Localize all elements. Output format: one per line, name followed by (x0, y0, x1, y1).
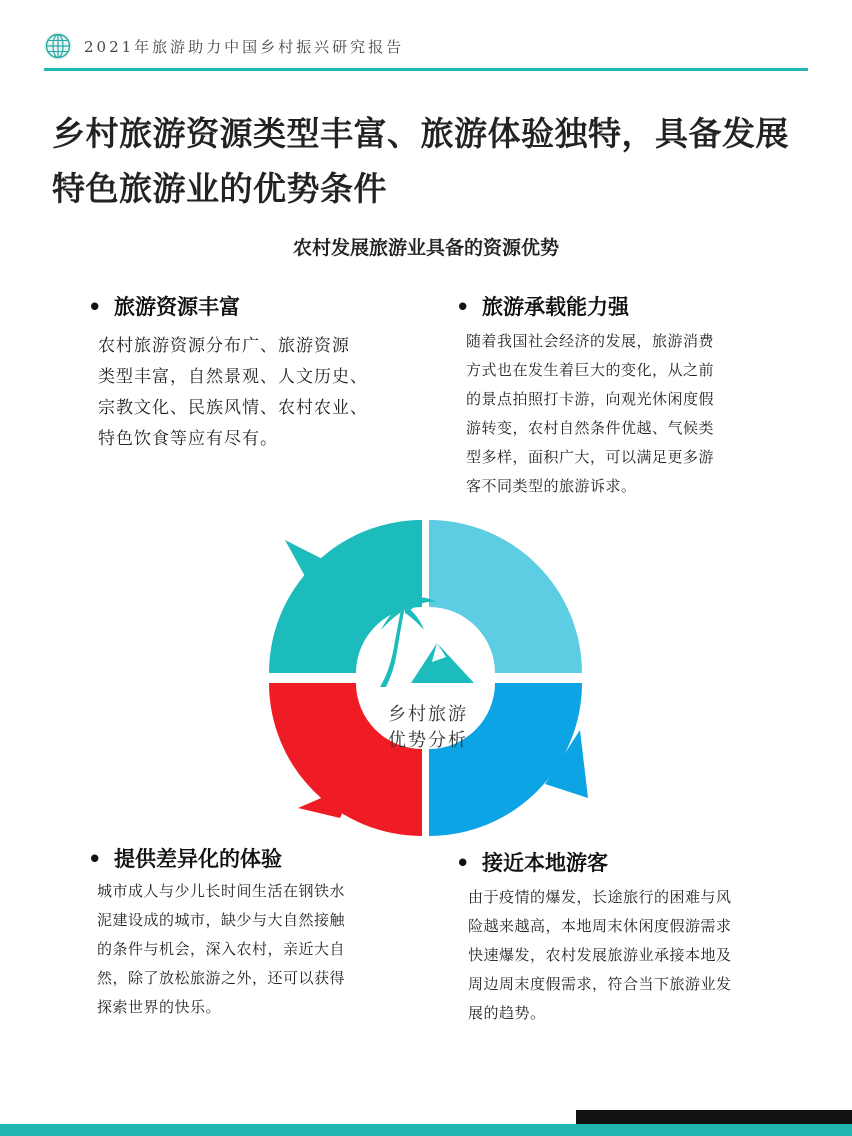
section-body-local-tourists: 由于疫情的爆发，长途旅行的困难与风 险越来越高，本地周末休闲度假游需求 快速爆发，农村发展旅游业承接本地及 周边周末度假需求，符合当下旅游业发 展的趋势。 (468, 888, 732, 1022)
footer-bar-dark (576, 1110, 852, 1124)
footer-bar-accent (0, 1124, 852, 1136)
section-heading-text: 旅游承载能力强 (482, 295, 629, 319)
advantage-diagram (258, 520, 598, 846)
section-heading-text: 提供差异化的体验 (114, 847, 282, 871)
page-title: 乡村旅游资源类型丰富、旅游体验独特，具备发展特色旅游业的优势条件 (52, 114, 789, 208)
section-body-capacity: 随着我国社会经济的发展，旅游消费 方式也在发生着巨大的变化，从之前 的景点拍照打卡游，向观光休闲度假 游转变，农村自然条件优越、气候类 型多样，面积广大，可以满足更多游 客不同类型的旅游诉求。 (466, 332, 715, 495)
section-heading-experience (88, 843, 282, 873)
section-heading-capacity (456, 291, 629, 321)
bullet-icon: • (88, 295, 102, 319)
section-heading-text: 接近本地游客 (482, 851, 608, 875)
section-body-experience: 城市成人与少儿长时间生活在钢铁水 泥建设成的城市，缺少与大自然接触 的条件与机会，深入农村，亲近大自 然，除了放松旅游之外，还可以获得 探索世界的快乐。 (97, 882, 346, 1016)
globe-icon (43, 31, 73, 61)
header-divider (44, 68, 808, 71)
section-heading-resources (88, 291, 240, 321)
bullet-icon: • (456, 295, 470, 319)
diagram-center-label: 乡村旅游 优势分析 (388, 704, 468, 751)
section-heading-text: 旅游资源丰富 (114, 295, 240, 319)
report-header-title: 2021年旅游助力中国乡村振兴研究报告 (84, 38, 405, 56)
section-heading-local-tourists (456, 847, 608, 877)
page-subtitle: 农村发展旅游业具备的资源优势 (292, 237, 559, 259)
bullet-icon: • (456, 851, 470, 875)
bullet-icon: • (88, 847, 102, 871)
section-body-resources: 农村旅游资源分布广、旅游资源 类型丰富，自然景观、人文历史、 宗教文化、民族风情、农村农业、 特色饮食等应有尽有。 (98, 336, 368, 449)
